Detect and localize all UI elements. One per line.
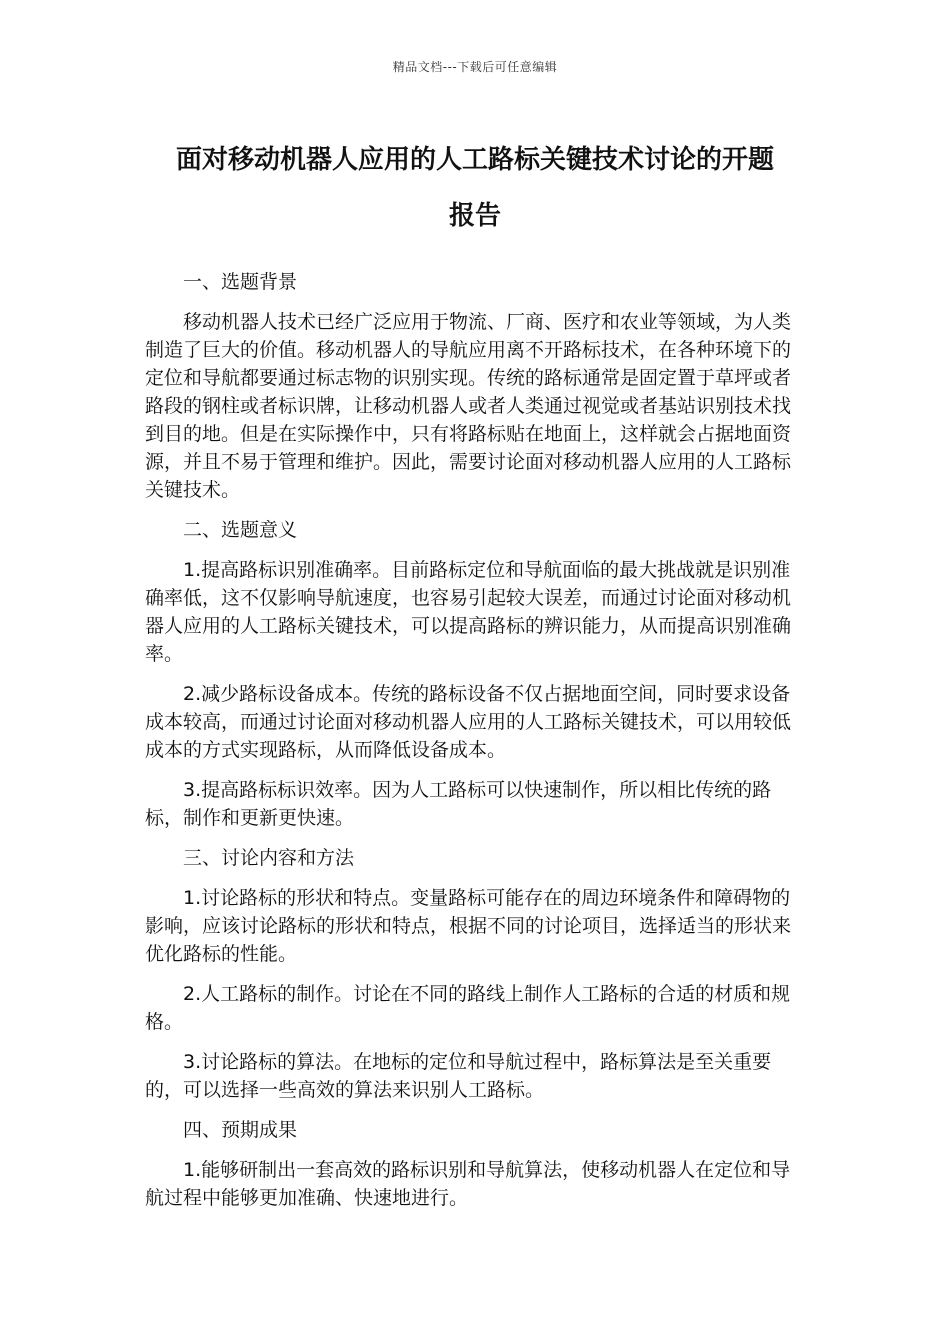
- paragraph-methods-3: 3.讨论路标的算法。在地标的定位和导航过程中，路标算法是至关重要的，可以选择一些高效的算法来识别人工路标。: [145, 1051, 772, 1101]
- paragraph-significance-2: 2.减少路标设备成本。传统的路标设备不仅占据地面空间，同时要求设备成本较高，而通过讨论面对移动机器人应用的人工路标关键技术，可以用较低成本的方式实现路标，从而降低设备成本。: [145, 683, 792, 761]
- paragraph-methods-1: 1.讨论路标的形状和特点。变量路标可能存在的周边环境条件和障碍物的影响，应该讨论路标的形状和特点，根据不同的讨论项目，选择适当的形状来优化路标的性能。: [145, 887, 792, 965]
- section-heading-significance: 二、选题意义: [183, 519, 298, 541]
- paragraph-significance-3: 3.提高路标标识效率。因为人工路标可以快速制作，所以相比传统的路标，制作和更新更快速。: [145, 779, 772, 829]
- document-body: [145, 268, 795, 1224]
- section-heading-outcomes: 四、预期成果: [183, 1119, 298, 1141]
- paragraph-outcomes-1: 1.能够研制出一套高效的路标识别和导航算法，使移动机器人在定位和导航过程中能够更加准确、快速地进行。: [145, 1159, 791, 1209]
- header-note: 精品文档---下载后可任意编辑: [392, 60, 558, 74]
- document-title: [140, 132, 810, 244]
- paragraph-significance-1: 1.提高路标识别准确率。目前路标定位和导航面临的最大挑战就是识别准确率低，这不仅影响导航速度，也容易引起较大误差，而通过讨论面对移动机器人应用的人工路标关键技术，可以提高路标的辨识能力，从而提高识别准确率。: [145, 559, 792, 665]
- paragraph-background: 移动机器人技术已经广泛应用于物流、厂商、医疗和农业等领域，为人类制造了巨大的价值。移动机器人的导航应用离不开路标技术，在各种环境下的定位和导航都要通过标志物的识别实现。传统的路标通常是固定置于草坪或者路段的钢柱或者标识牌，让移动机器人或者人类通过视觉或者基站识别技术找到目的地。但是在实际操作中，只有将路标贴在地面上，这样就会占据地面资源，并且不易于管理和维护。因此，需要讨论面对移动机器人应用的人工路标关键技术。: [145, 311, 792, 501]
- section-heading-methods: 三、讨论内容和方法: [183, 847, 355, 869]
- title-line-1: 面对移动机器人应用的人工路标关键技术讨论的开题: [175, 145, 774, 175]
- paragraph-methods-2: 2.人工路标的制作。讨论在不同的路线上制作人工路标的合适的材质和规格。: [145, 983, 791, 1033]
- title-line-2: 报告: [448, 201, 501, 231]
- section-heading-background: 一、选题背景: [183, 271, 298, 293]
